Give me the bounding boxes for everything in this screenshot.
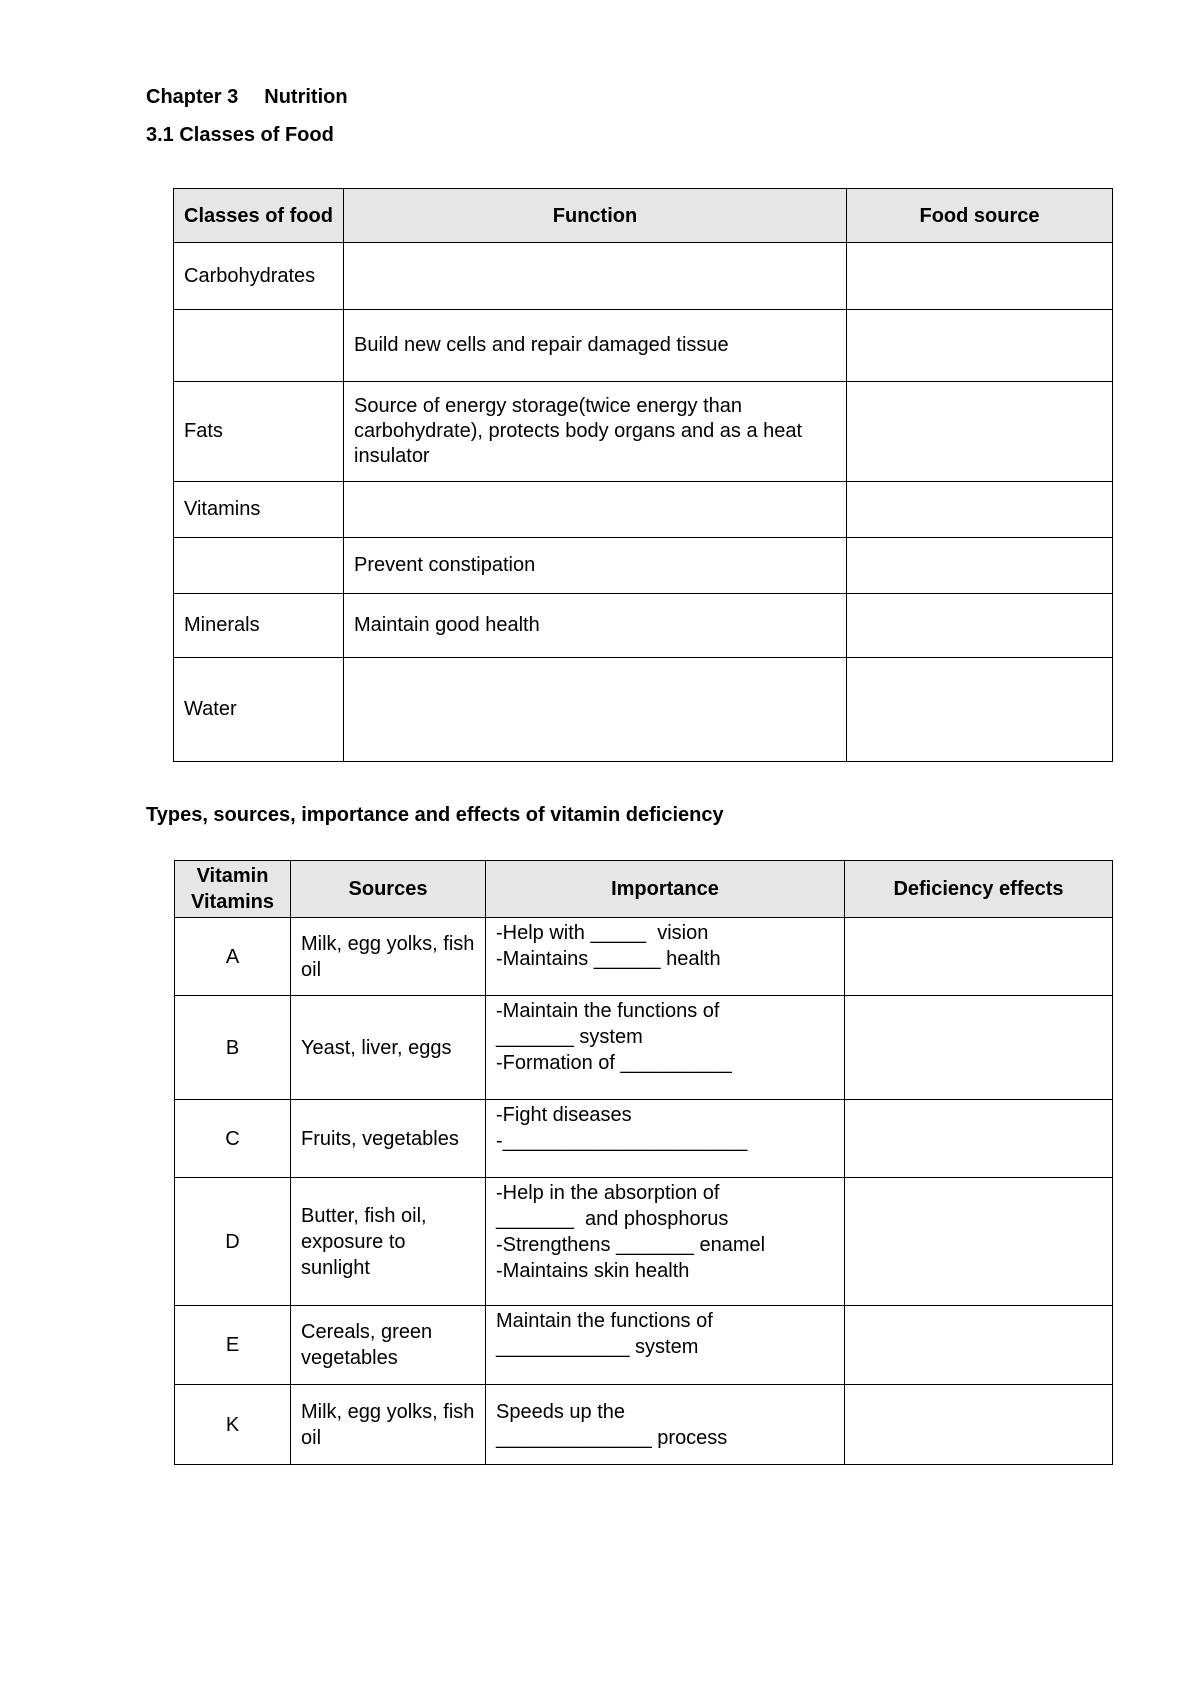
header-deficiency-effects: Deficiency effects	[845, 861, 1113, 918]
sources-cell: Milk, egg yolks, fish oil	[291, 1385, 486, 1465]
source-cell	[847, 382, 1113, 482]
importance-cell	[486, 1385, 845, 1465]
class-cell	[174, 538, 344, 594]
importance-cell	[486, 996, 845, 1100]
class-cell: Water	[174, 658, 344, 762]
importance-line: ______________ process	[496, 1426, 728, 1449]
source-cell	[847, 243, 1113, 310]
classes-of-food-table	[173, 188, 1113, 762]
deficiency-cell	[845, 1178, 1113, 1306]
importance-line: -Formation of __________	[496, 1052, 732, 1074]
importance-line: -Maintain the functions of	[496, 1000, 720, 1022]
importance-cell	[486, 1100, 845, 1178]
source-cell	[847, 658, 1113, 762]
header-importance: Importance	[486, 861, 845, 918]
class-cell: Minerals	[174, 594, 344, 658]
table-row	[175, 1178, 1113, 1306]
table-row	[175, 1385, 1113, 1465]
function-cell: Maintain good health	[344, 594, 847, 658]
importance-line: -Strengthens _______ enamel	[496, 1234, 766, 1256]
table-row	[174, 382, 1113, 482]
header-food-source: Food source	[847, 189, 1113, 243]
importance-cell	[486, 918, 845, 996]
function-cell: Source of energy storage(twice energy than carbohydrate), protects body organs and as a heat insulator	[344, 382, 847, 482]
source-cell	[847, 310, 1113, 382]
table-row	[174, 243, 1113, 310]
chapter-title: Nutrition	[264, 86, 348, 108]
source-cell	[847, 594, 1113, 658]
function-cell	[344, 658, 847, 762]
deficiency-cell	[845, 918, 1113, 996]
importance-cell	[486, 1306, 845, 1385]
importance-line: Speeds up the	[496, 1400, 625, 1423]
class-cell	[174, 310, 344, 382]
table-row	[174, 482, 1113, 538]
chapter-label: Chapter 3	[146, 86, 239, 108]
vitamin-cell: K	[175, 1385, 291, 1465]
function-cell: Prevent constipation	[344, 538, 847, 594]
deficiency-cell	[845, 1306, 1113, 1385]
table-header-row	[175, 861, 1113, 918]
importance-line: ____________ system	[496, 1336, 699, 1358]
header-sources: Sources	[291, 861, 486, 918]
vitamin-cell: A	[175, 918, 291, 996]
header-vitamin: Vitamin Vitamins	[175, 861, 291, 918]
table-row	[174, 538, 1113, 594]
deficiency-cell	[845, 1385, 1113, 1465]
importance-line: -Maintains ______ health	[496, 948, 721, 970]
sources-cell: Fruits, vegetables	[291, 1100, 486, 1178]
importance-line: Maintain the functions of	[496, 1310, 713, 1332]
table-row	[174, 310, 1113, 382]
table-row	[174, 594, 1113, 658]
function-cell	[344, 243, 847, 310]
importance-line: -______________________	[496, 1130, 748, 1152]
sources-cell: Cereals, green vegetables	[291, 1306, 486, 1385]
function-cell: Build new cells and repair damaged tissue	[344, 310, 847, 382]
importance-line: -Help in the absorption of	[496, 1182, 720, 1204]
importance-line: _______ and phosphorus	[496, 1208, 729, 1230]
vitamin-section-title: Types, sources, importance and effects of vitamin deficiency	[146, 804, 724, 826]
header-function: Function	[344, 189, 847, 243]
vitamin-cell: E	[175, 1306, 291, 1385]
vitamin-cell: D	[175, 1178, 291, 1306]
table-header-row	[174, 189, 1113, 243]
importance-cell	[486, 1178, 845, 1306]
importance-line: -Fight diseases	[496, 1104, 632, 1126]
class-cell: Vitamins	[174, 482, 344, 538]
vitamins-table	[174, 860, 1113, 1465]
chapter-heading	[146, 86, 348, 109]
table-row	[175, 1306, 1113, 1385]
deficiency-cell	[845, 996, 1113, 1100]
importance-line: -Help with _____ vision	[496, 922, 709, 944]
table-row	[175, 918, 1113, 996]
sources-cell: Milk, egg yolks, fish oil	[291, 918, 486, 996]
importance-line: -Maintains skin health	[496, 1260, 690, 1282]
source-cell	[847, 482, 1113, 538]
header-classes-of-food: Classes of food	[174, 189, 344, 243]
vitamin-cell: B	[175, 996, 291, 1100]
section-title: 3.1 Classes of Food	[146, 124, 334, 146]
class-cell: Carbohydrates	[174, 243, 344, 310]
importance-line: _______ system	[496, 1026, 643, 1048]
vitamin-cell: C	[175, 1100, 291, 1178]
sources-cell: Yeast, liver, eggs	[291, 996, 486, 1100]
sources-cell: Butter, fish oil, exposure to sunlight	[291, 1178, 486, 1306]
function-cell	[344, 482, 847, 538]
deficiency-cell	[845, 1100, 1113, 1178]
table-row	[175, 1100, 1113, 1178]
source-cell	[847, 538, 1113, 594]
class-cell: Fats	[174, 382, 344, 482]
table-row	[174, 658, 1113, 762]
table-row	[175, 996, 1113, 1100]
